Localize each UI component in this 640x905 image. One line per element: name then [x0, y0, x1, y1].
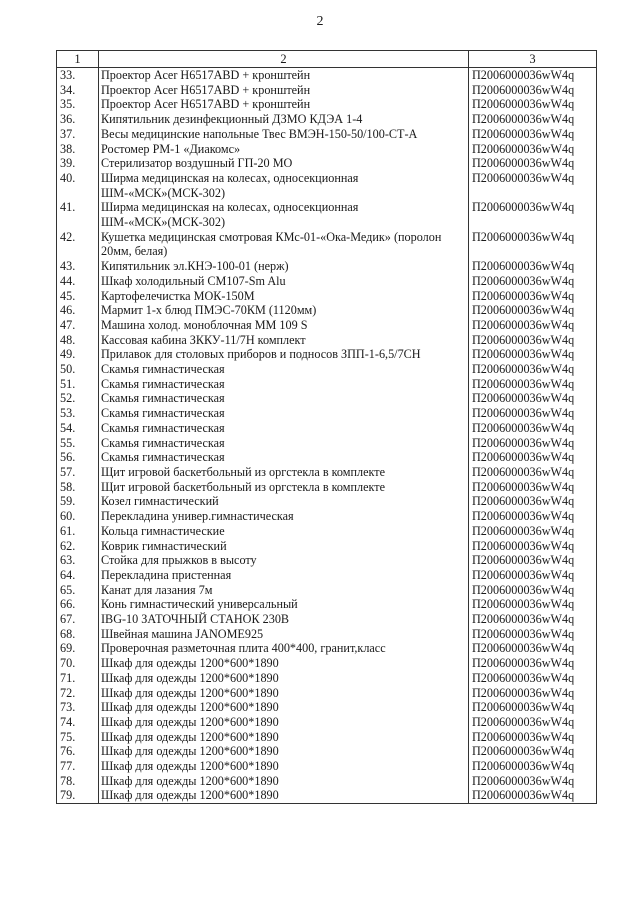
table-row: [57, 259, 597, 274]
item-name: Ростомер РМ-1 «Диакомс»: [99, 142, 469, 157]
inventory-code: П2006000036wW4q: [469, 200, 597, 229]
table-row: [57, 539, 597, 554]
inventory-code: П2006000036wW4q: [469, 259, 597, 274]
row-number: 79.: [57, 788, 99, 803]
item-name: Скамья гимнастическая: [99, 436, 469, 451]
table-row: [57, 450, 597, 465]
row-number: 49.: [57, 347, 99, 362]
row-number: 48.: [57, 333, 99, 348]
item-name: Прилавок для столовых приборов и подносов ЗПП-1-6,5/7СН: [99, 347, 469, 362]
row-number: 76.: [57, 744, 99, 759]
row-number: 35.: [57, 97, 99, 112]
inventory-code: П2006000036wW4q: [469, 97, 597, 112]
table-row: [57, 127, 597, 142]
inventory-code: П2006000036wW4q: [469, 539, 597, 554]
inventory-code: П2006000036wW4q: [469, 788, 597, 803]
item-name: Проектор Acer H6517ABD + кронштейн: [99, 83, 469, 98]
inventory-code: П2006000036wW4q: [469, 289, 597, 304]
table-row: [57, 671, 597, 686]
inventory-table: [56, 50, 597, 804]
inventory-code: П2006000036wW4q: [469, 568, 597, 583]
item-name: Машина холод. моноблочная ММ 109 S: [99, 318, 469, 333]
column-header-name: 2: [99, 51, 469, 68]
item-name: Скамья гимнастическая: [99, 362, 469, 377]
table-row: [57, 641, 597, 656]
inventory-code: П2006000036wW4q: [469, 494, 597, 509]
table-row: [57, 494, 597, 509]
page-number: 2: [316, 14, 324, 29]
inventory-code: П2006000036wW4q: [469, 391, 597, 406]
item-name: Шкаф для одежды 1200*600*1890: [99, 774, 469, 789]
inventory-code: П2006000036wW4q: [469, 656, 597, 671]
inventory-code: П2006000036wW4q: [469, 450, 597, 465]
inventory-code: П2006000036wW4q: [469, 774, 597, 789]
row-number: 65.: [57, 583, 99, 598]
row-number: 47.: [57, 318, 99, 333]
row-number: 62.: [57, 539, 99, 554]
inventory-code: П2006000036wW4q: [469, 627, 597, 642]
table-row: [57, 333, 597, 348]
row-number: 60.: [57, 509, 99, 524]
table-row: [57, 289, 597, 304]
row-number: 45.: [57, 289, 99, 304]
row-number: 41.: [57, 200, 99, 229]
item-name: IBG-10 ЗАТОЧНЫЙ СТАНОК 230В: [99, 612, 469, 627]
inventory-code: П2006000036wW4q: [469, 303, 597, 318]
table-row: [57, 362, 597, 377]
inventory-code: П2006000036wW4q: [469, 524, 597, 539]
table-row: [57, 68, 597, 83]
table-row: [57, 391, 597, 406]
row-number: 55.: [57, 436, 99, 451]
item-name: Скамья гимнастическая: [99, 421, 469, 436]
inventory-code: П2006000036wW4q: [469, 142, 597, 157]
row-number: 75.: [57, 730, 99, 745]
row-number: 52.: [57, 391, 99, 406]
inventory-code: П2006000036wW4q: [469, 436, 597, 451]
row-number: 64.: [57, 568, 99, 583]
item-name: Шкаф для одежды 1200*600*1890: [99, 715, 469, 730]
inventory-code: П2006000036wW4q: [469, 68, 597, 83]
item-name: Перекладина пристенная: [99, 568, 469, 583]
item-name: Швейная машина JANOME925: [99, 627, 469, 642]
table-row: [57, 759, 597, 774]
row-number: 43.: [57, 259, 99, 274]
column-header-number: 1: [57, 51, 99, 68]
item-name: Мармит 1-х блюд ПМЭС-70КМ (1120мм): [99, 303, 469, 318]
row-number: 51.: [57, 377, 99, 392]
inventory-code: П2006000036wW4q: [469, 715, 597, 730]
table-header-row: [57, 51, 597, 68]
item-name: Проектор Acer H6517ABD + кронштейн: [99, 68, 469, 83]
item-name: Шкаф для одежды 1200*600*1890: [99, 744, 469, 759]
item-name: Скамья гимнастическая: [99, 391, 469, 406]
table-row: [57, 730, 597, 745]
item-name: Шкаф для одежды 1200*600*1890: [99, 686, 469, 701]
item-name: Кольца гимнастические: [99, 524, 469, 539]
table-row: [57, 436, 597, 451]
inventory-code: П2006000036wW4q: [469, 465, 597, 480]
inventory-code: П2006000036wW4q: [469, 744, 597, 759]
table-row: [57, 612, 597, 627]
item-name: Щит игровой баскетбольный из оргстекла в комплекте: [99, 465, 469, 480]
row-number: 38.: [57, 142, 99, 157]
inventory-code: П2006000036wW4q: [469, 83, 597, 98]
row-number: 58.: [57, 480, 99, 495]
inventory-code: П2006000036wW4q: [469, 730, 597, 745]
item-name: Картофелечистка МОК-150М: [99, 289, 469, 304]
row-number: 34.: [57, 83, 99, 98]
item-name: Шкаф для одежды 1200*600*1890: [99, 730, 469, 745]
inventory-code: П2006000036wW4q: [469, 406, 597, 421]
item-name: Перекладина универ.гимнастическая: [99, 509, 469, 524]
item-name: Стерилизатор воздушный ГП-20 МО: [99, 156, 469, 171]
table-row: [57, 597, 597, 612]
row-number: 57.: [57, 465, 99, 480]
inventory-code: П2006000036wW4q: [469, 612, 597, 627]
item-name: Ширма медицинская на колесах, односекционная ШМ-«МСК»(МСК-302): [99, 171, 469, 200]
row-number: 44.: [57, 274, 99, 289]
item-name: Шкаф для одежды 1200*600*1890: [99, 788, 469, 803]
item-name: Проектор Acer H6517ABD + кронштейн: [99, 97, 469, 112]
table-row: [57, 465, 597, 480]
table-row: [57, 171, 597, 200]
row-number: 37.: [57, 127, 99, 142]
table-row: [57, 627, 597, 642]
item-name: Конь гимнастический универсальный: [99, 597, 469, 612]
inventory-code: П2006000036wW4q: [469, 318, 597, 333]
table-row: [57, 377, 597, 392]
row-number: 59.: [57, 494, 99, 509]
item-name: Стойка для прыжков в высоту: [99, 553, 469, 568]
item-name: Щит игровой баскетбольный из оргстекла в комплекте: [99, 480, 469, 495]
table-row: [57, 568, 597, 583]
row-number: 78.: [57, 774, 99, 789]
row-number: 56.: [57, 450, 99, 465]
row-number: 68.: [57, 627, 99, 642]
inventory-code: П2006000036wW4q: [469, 171, 597, 200]
table-row: [57, 274, 597, 289]
row-number: 72.: [57, 686, 99, 701]
row-number: 66.: [57, 597, 99, 612]
inventory-code: П2006000036wW4q: [469, 480, 597, 495]
item-name: Весы медицинские напольные Твес ВМЭН-150-50/100-СТ-А: [99, 127, 469, 142]
row-number: 71.: [57, 671, 99, 686]
inventory-code: П2006000036wW4q: [469, 583, 597, 598]
table-row: [57, 303, 597, 318]
table-row: [57, 421, 597, 436]
table-row: [57, 97, 597, 112]
inventory-code: П2006000036wW4q: [469, 597, 597, 612]
table-row: [57, 524, 597, 539]
item-name: Скамья гимнастическая: [99, 450, 469, 465]
table-row: [57, 200, 597, 229]
item-name: Шкаф для одежды 1200*600*1890: [99, 671, 469, 686]
row-number: 77.: [57, 759, 99, 774]
inventory-code: П2006000036wW4q: [469, 686, 597, 701]
item-name: Скамья гимнастическая: [99, 406, 469, 421]
table-row: [57, 83, 597, 98]
row-number: 67.: [57, 612, 99, 627]
table-row: [57, 656, 597, 671]
table-row: [57, 318, 597, 333]
row-number: 69.: [57, 641, 99, 656]
item-name: Проверочная разметочная плита 400*400, гранит,класс: [99, 641, 469, 656]
row-number: 40.: [57, 171, 99, 200]
item-name: Канат для лазания 7м: [99, 583, 469, 598]
item-name: Кипятильник эл.КНЭ-100-01 (нерж): [99, 259, 469, 274]
inventory-code: П2006000036wW4q: [469, 671, 597, 686]
table-row: [57, 406, 597, 421]
item-name: Шкаф для одежды 1200*600*1890: [99, 700, 469, 715]
item-name: Коврик гимнастический: [99, 539, 469, 554]
inventory-code: П2006000036wW4q: [469, 112, 597, 127]
table-row: [57, 774, 597, 789]
table-row: [57, 788, 597, 803]
table-row: [57, 230, 597, 259]
item-name: Ширма медицинская на колесах, односекционная ШМ-«МСК»(МСК-302): [99, 200, 469, 229]
inventory-code: П2006000036wW4q: [469, 347, 597, 362]
item-name: Козел гимнастический: [99, 494, 469, 509]
table-row: [57, 142, 597, 157]
table-row: [57, 553, 597, 568]
inventory-code: П2006000036wW4q: [469, 553, 597, 568]
item-name: Кушетка медицинская смотровая КМс-01-«Ока-Медик» (поролон 20мм, белая): [99, 230, 469, 259]
table-row: [57, 715, 597, 730]
row-number: 73.: [57, 700, 99, 715]
table-row: [57, 686, 597, 701]
row-number: 54.: [57, 421, 99, 436]
row-number: 42.: [57, 230, 99, 259]
table-row: [57, 480, 597, 495]
inventory-code: П2006000036wW4q: [469, 333, 597, 348]
table-row: [57, 156, 597, 171]
inventory-code: П2006000036wW4q: [469, 230, 597, 259]
row-number: 61.: [57, 524, 99, 539]
row-number: 63.: [57, 553, 99, 568]
item-name: Шкаф холодильный СМ107-Sm Alu: [99, 274, 469, 289]
row-number: 39.: [57, 156, 99, 171]
item-name: Скамья гимнастическая: [99, 377, 469, 392]
row-number: 53.: [57, 406, 99, 421]
item-name: Кипятильник дезинфекционный ДЗМО КДЭА 1-4: [99, 112, 469, 127]
inventory-code: П2006000036wW4q: [469, 509, 597, 524]
inventory-code: П2006000036wW4q: [469, 362, 597, 377]
column-header-code: 3: [469, 51, 597, 68]
row-number: 70.: [57, 656, 99, 671]
row-number: 33.: [57, 68, 99, 83]
item-name: Кассовая кабина ЗККУ-11/7Н комплект: [99, 333, 469, 348]
inventory-code: П2006000036wW4q: [469, 759, 597, 774]
inventory-code: П2006000036wW4q: [469, 641, 597, 656]
table-row: [57, 509, 597, 524]
inventory-code: П2006000036wW4q: [469, 274, 597, 289]
table-row: [57, 112, 597, 127]
table-row: [57, 744, 597, 759]
table-row: [57, 700, 597, 715]
table-row: [57, 347, 597, 362]
inventory-code: П2006000036wW4q: [469, 377, 597, 392]
item-name: Шкаф для одежды 1200*600*1890: [99, 656, 469, 671]
row-number: 46.: [57, 303, 99, 318]
row-number: 36.: [57, 112, 99, 127]
inventory-code: П2006000036wW4q: [469, 156, 597, 171]
item-name: Шкаф для одежды 1200*600*1890: [99, 759, 469, 774]
inventory-code: П2006000036wW4q: [469, 127, 597, 142]
inventory-code: П2006000036wW4q: [469, 700, 597, 715]
row-number: 74.: [57, 715, 99, 730]
table-row: [57, 583, 597, 598]
row-number: 50.: [57, 362, 99, 377]
inventory-code: П2006000036wW4q: [469, 421, 597, 436]
